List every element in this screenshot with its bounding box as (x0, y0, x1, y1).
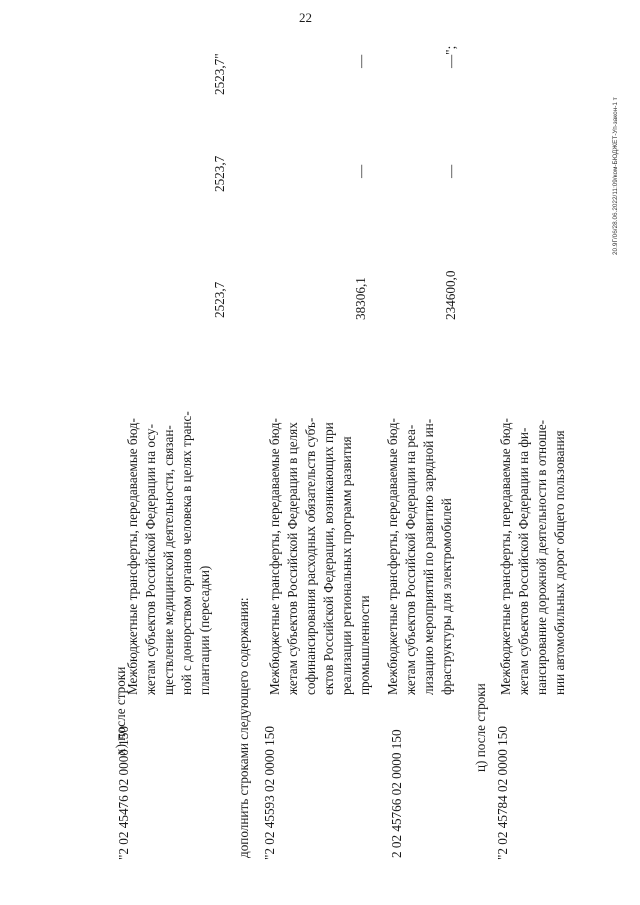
value-2024: 2523,7" (212, 53, 227, 95)
value-2023: — (443, 164, 458, 178)
description-line: жетам субъектов Российской Федерации на фи- (516, 427, 531, 695)
description-line: нии автомобильных дорог общего пользования (552, 430, 567, 695)
value-2023: — (353, 164, 368, 178)
value-2022: 2523,7 (212, 281, 227, 318)
value-2022: 38306,1 (353, 277, 368, 320)
budget-code: 2 02 45766 02 0000 150 (389, 729, 404, 858)
description-line: Межбюджетные трансферты, передаваемые бюд- (125, 418, 140, 695)
description-line: Межбюджетные трансферты, передаваемые бюд- (498, 418, 513, 695)
footer-note: 20.9Г/06/28.06.2022/11:09/ком-БЮДЖЕТ-Уп-закон-1 т (612, 97, 619, 255)
description-line: плантации (пересадки) (197, 565, 212, 695)
value-2022: 234600,0 (443, 270, 458, 320)
row-description (497, 360, 569, 695)
row-description (266, 360, 374, 695)
value-2023: 2523,7 (212, 155, 227, 192)
row-description (384, 360, 456, 695)
description-line: реализации региональных программ развития (339, 436, 354, 695)
row-description (124, 360, 214, 695)
page-number: 22 (299, 10, 312, 25)
description-line: ектов Российской Федерации, возникающих при (321, 422, 336, 695)
value-2024: —"; (443, 45, 458, 68)
description-line: жетам субъектов Российской Федерации в целях (285, 422, 300, 695)
description-line: ществление медицинской деятельности, связан- (161, 425, 176, 695)
section-heading-x: х) после строки (113, 666, 128, 755)
section-heading-add: дополнить строками следующего содержания: (236, 597, 251, 858)
description-line: жетам субъектов Российской Федерации на осу- (143, 424, 158, 695)
description-line: жетам субъектов Российской Федерации на реа- (403, 424, 418, 695)
value-2024: — (353, 54, 368, 68)
description-line: фраструктуры для электромобилей (439, 498, 454, 695)
budget-code: "2 02 45476 02 0000 150 (116, 726, 131, 860)
description-line: нансирование дорожной деятельности в отноше- (534, 419, 549, 695)
budget-code: "2 02 45784 02 0000 150 (495, 726, 510, 860)
description-line: Межбюджетные трансферты, передаваемые бюд- (267, 418, 282, 695)
description-line: лизацию мероприятий по развитию зарядной ин- (421, 418, 436, 695)
description-line: промышленности (357, 595, 372, 695)
description-line: Межбюджетные трансферты, передаваемые бюд- (385, 418, 400, 695)
description-line: ной с донорством органов человека в целях транс- (179, 411, 194, 695)
budget-code: "2 02 45593 02 0000 150 (262, 726, 277, 860)
description-line: софинансирования расходных обязательств субъ- (303, 417, 318, 695)
section-heading-ts: ц) после строки (473, 683, 488, 772)
